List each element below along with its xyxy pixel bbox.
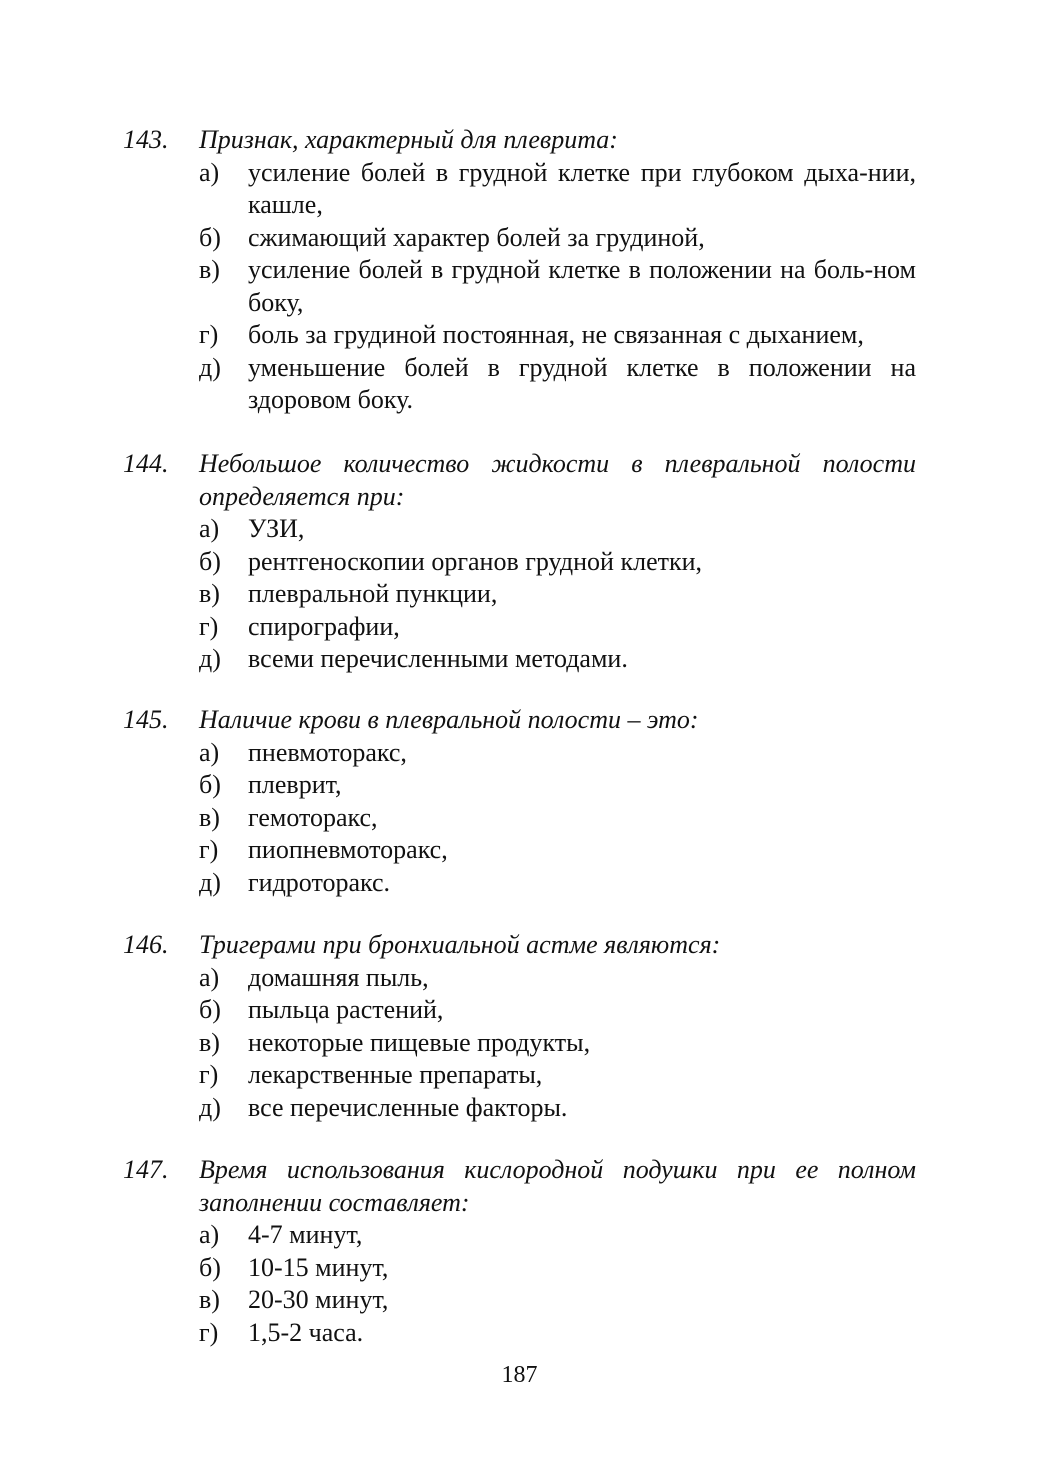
option-text: пневмоторакс, bbox=[248, 737, 407, 767]
option-text: боль за грудиной постоянная, не связанная с дыханием, bbox=[248, 320, 864, 349]
option-text: лекарственные препараты, bbox=[248, 1060, 543, 1089]
option-text: некоторые пищевые продукты, bbox=[248, 1027, 591, 1057]
option-text: усиление болей в грудной клетке в положении на боль-ном боку, bbox=[248, 255, 916, 317]
answer-option-d bbox=[199, 1092, 916, 1125]
question-header bbox=[123, 1154, 916, 1219]
option-letter: а) bbox=[199, 514, 220, 543]
option-letter: б) bbox=[199, 222, 221, 252]
answer-option-v bbox=[199, 578, 916, 611]
option-text: 1,5-2 часа. bbox=[248, 1317, 364, 1347]
answer-option-d bbox=[199, 867, 916, 900]
answer-option-v bbox=[199, 1284, 916, 1317]
answer-options bbox=[123, 157, 916, 417]
option-text: 4-7 минут, bbox=[248, 1220, 363, 1249]
question-text: Признак, характерный для плеврита: bbox=[199, 125, 618, 154]
question-147 bbox=[123, 1154, 916, 1349]
option-text: 20-30 минут, bbox=[248, 1285, 389, 1314]
question-text: Время использования кислородной подушки при ее полном заполнении составляет: bbox=[199, 1155, 916, 1217]
answer-option-b bbox=[199, 546, 916, 579]
question-header bbox=[123, 704, 916, 737]
question-header bbox=[123, 929, 916, 962]
option-letter: в) bbox=[199, 579, 220, 608]
option-text: спирографии, bbox=[248, 611, 400, 641]
option-text: пиопневмоторакс, bbox=[248, 835, 448, 864]
question-144 bbox=[123, 448, 916, 676]
option-letter: д) bbox=[199, 352, 221, 382]
option-letter: а) bbox=[199, 962, 220, 992]
answer-option-a bbox=[199, 157, 916, 222]
question-text: Тригерами при бронхиальной астме являются: bbox=[199, 930, 721, 959]
answer-option-g bbox=[199, 834, 916, 867]
answer-option-g bbox=[199, 611, 916, 644]
option-text: все перечисленные факторы. bbox=[248, 1092, 568, 1122]
option-letter: а) bbox=[199, 157, 220, 187]
option-letter: б) bbox=[199, 995, 221, 1024]
option-letter: в) bbox=[199, 255, 220, 284]
answer-option-v bbox=[199, 802, 916, 835]
answer-options bbox=[123, 962, 916, 1125]
option-letter: б) bbox=[199, 546, 221, 576]
question-header bbox=[123, 448, 916, 513]
option-letter: г) bbox=[199, 835, 219, 864]
option-letter: д) bbox=[199, 867, 221, 897]
answer-options bbox=[123, 737, 916, 900]
answer-option-a bbox=[199, 513, 916, 546]
option-letter: г) bbox=[199, 1317, 219, 1347]
question-143 bbox=[123, 124, 916, 417]
option-text: пыльца растений, bbox=[248, 995, 444, 1024]
option-text: УЗИ, bbox=[248, 514, 305, 543]
option-letter: а) bbox=[199, 737, 220, 767]
answer-option-v bbox=[199, 1027, 916, 1060]
option-text: плевральной пункции, bbox=[248, 579, 498, 608]
question-text: Наличие крови в плевральной полости – это: bbox=[199, 705, 699, 734]
answer-option-g bbox=[199, 1059, 916, 1092]
question-text: Небольшое количество жидкости в плевральной полости определяется при: bbox=[199, 449, 916, 511]
option-text: рентгеноскопии органов грудной клетки, bbox=[248, 546, 703, 576]
option-letter: б) bbox=[199, 1252, 221, 1282]
answer-option-v bbox=[199, 254, 916, 319]
option-letter: г) bbox=[199, 1060, 219, 1089]
answer-option-b bbox=[199, 994, 916, 1027]
answer-option-a bbox=[199, 737, 916, 770]
option-text: плеврит, bbox=[248, 770, 342, 799]
option-letter: в) bbox=[199, 802, 220, 832]
option-text: усиление болей в грудной клетке при глубоком дыха-нии, кашле, bbox=[248, 157, 916, 219]
page-number: 187 bbox=[501, 1362, 538, 1388]
option-text: гидроторакс. bbox=[248, 867, 391, 897]
question-146 bbox=[123, 929, 916, 1124]
option-letter: д) bbox=[199, 644, 221, 673]
answer-option-d bbox=[199, 352, 916, 417]
answer-option-d bbox=[199, 643, 916, 676]
answer-option-g bbox=[199, 319, 916, 352]
option-text: сжимающий характер болей за грудиной, bbox=[248, 222, 705, 252]
answer-option-b bbox=[199, 222, 916, 255]
option-text: уменьшение болей в грудной клетке в положении на здоровом боку. bbox=[248, 352, 916, 414]
question-number: 145. bbox=[123, 705, 169, 734]
answer-options bbox=[123, 513, 916, 676]
option-letter: д) bbox=[199, 1092, 221, 1122]
answer-option-b bbox=[199, 1252, 916, 1285]
option-text: всеми перечисленными методами. bbox=[248, 644, 628, 673]
answer-option-a bbox=[199, 1219, 916, 1252]
option-text: домашняя пыль, bbox=[248, 962, 429, 992]
answer-option-b bbox=[199, 769, 916, 802]
option-letter: г) bbox=[199, 611, 219, 641]
answer-option-a bbox=[199, 962, 916, 995]
answer-options bbox=[123, 1219, 916, 1349]
option-letter: б) bbox=[199, 770, 221, 799]
option-letter: а) bbox=[199, 1220, 220, 1249]
question-number: 146. bbox=[123, 930, 169, 959]
option-text: 10-15 минут, bbox=[248, 1252, 389, 1282]
question-header bbox=[123, 124, 916, 157]
answer-option-g bbox=[199, 1317, 916, 1350]
question-number: 143. bbox=[123, 125, 169, 154]
option-letter: в) bbox=[199, 1285, 220, 1314]
question-number: 147. bbox=[123, 1155, 169, 1184]
question-number: 144. bbox=[123, 449, 169, 478]
option-text: гемоторакс, bbox=[248, 802, 378, 832]
option-letter: г) bbox=[199, 320, 219, 349]
question-145 bbox=[123, 704, 916, 899]
option-letter: в) bbox=[199, 1027, 220, 1057]
